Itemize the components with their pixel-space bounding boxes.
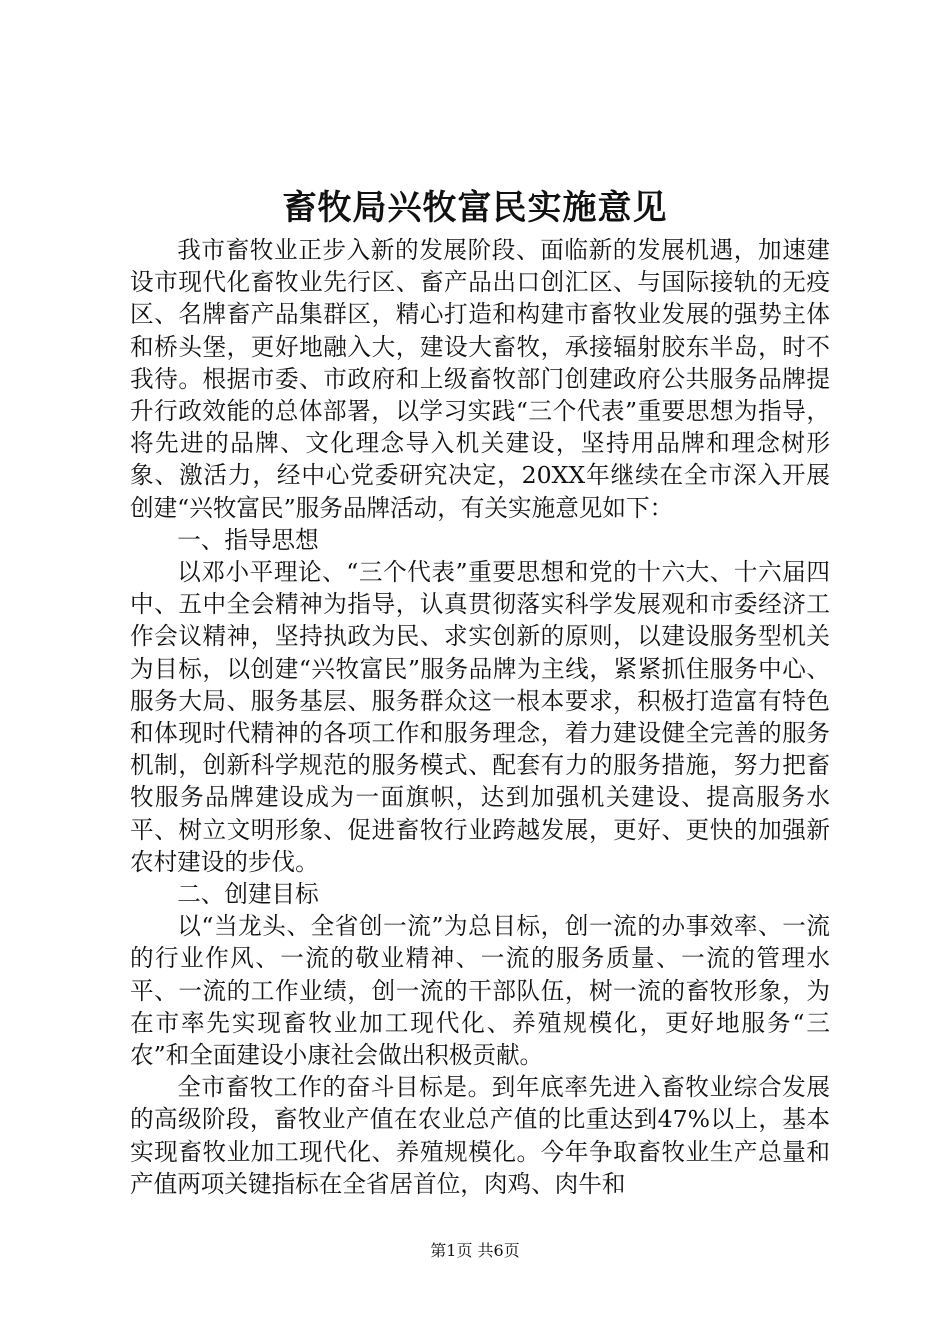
paragraph-guiding-ideology: 以邓小平理论、“三个代表”重要思想和党的十六大、十六届四中、五中全会精神为指导，认真贯彻落实科学发展观和市委经济工作会议精神，坚持执政为民、求实创新的原则，以建设服务型机关为目标，以创建“兴牧富民”服务品牌为主线，紧紧抓住服务中心、服务大局、服务基层、服务群众这一根本要求，积极打造富有特色和体现时代精神的各项工作和服务理念，着力建设健全完善的服务机制，创新科学规范的服务模式、配套有力的服务措施，努力把畜牧服务品牌建设成为一面旗帜，达到加强机关建设、提高服务水平、树立文明形象、促进畜牧行业跨越发展，更好、更快的加强新农村建设的步伐。	[130, 558, 830, 876]
section-heading-guiding-ideology: 一、指导思想	[177, 525, 319, 554]
section-heading-goals: 二、创建目标	[177, 880, 319, 909]
paragraph-goals: 以“当龙头、全省创一流”为总目标，创一流的办事效率、一流的行业作风、一流的敬业精神、一流的服务质量、一流的管理水平、一流的工作业绩，创一流的干部队伍，树一流的畜牧形象，为在市率先实现畜牧业加工现代化、养殖规模化，更好地服务“三农”和全面建设小康社会做出积极贡献。	[130, 912, 830, 1070]
paragraph-targets: 全市畜牧工作的奋斗目标是。到年底率先进入畜牧业综合发展的高级阶段，畜牧业产值在农业总产值的比重达到47%以上，基本实现畜牧业加工现代化、养殖规模化。今年争取畜牧业生产总量和产值两项关键指标在全省居首位，肉鸡、肉牛和	[130, 1073, 830, 1198]
document-body	[130, 234, 830, 1200]
document-title: 畜牧局兴牧富民实施意见	[282, 188, 668, 228]
page-indicator: 第1页 共6页	[430, 1241, 520, 1260]
paragraph-intro: 我市畜牧业正步入新的发展阶段、面临新的发展机遇，加速建设市现代化畜牧业先行区、畜产品出口创汇区、与国际接轨的无疫区、名牌畜产品集群区，精心打造和构建市畜牧业发展的强势主体和桥头堡，更好地融入大，建设大畜牧，承接辐射胶东半岛，时不我待。根据市委、市政府和上级畜牧部门创建政府公共服务品牌提升行政效能的总体部署，以学习实践“三个代表”重要思想为指导，将先进的品牌、文化理念导入机关建设，坚持用品牌和理念树形象、激活力，经中心党委研究决定，20XX年继续在全市深入开展创建“兴牧富民”服务品牌活动，有关实施意见如下：	[130, 236, 830, 522]
